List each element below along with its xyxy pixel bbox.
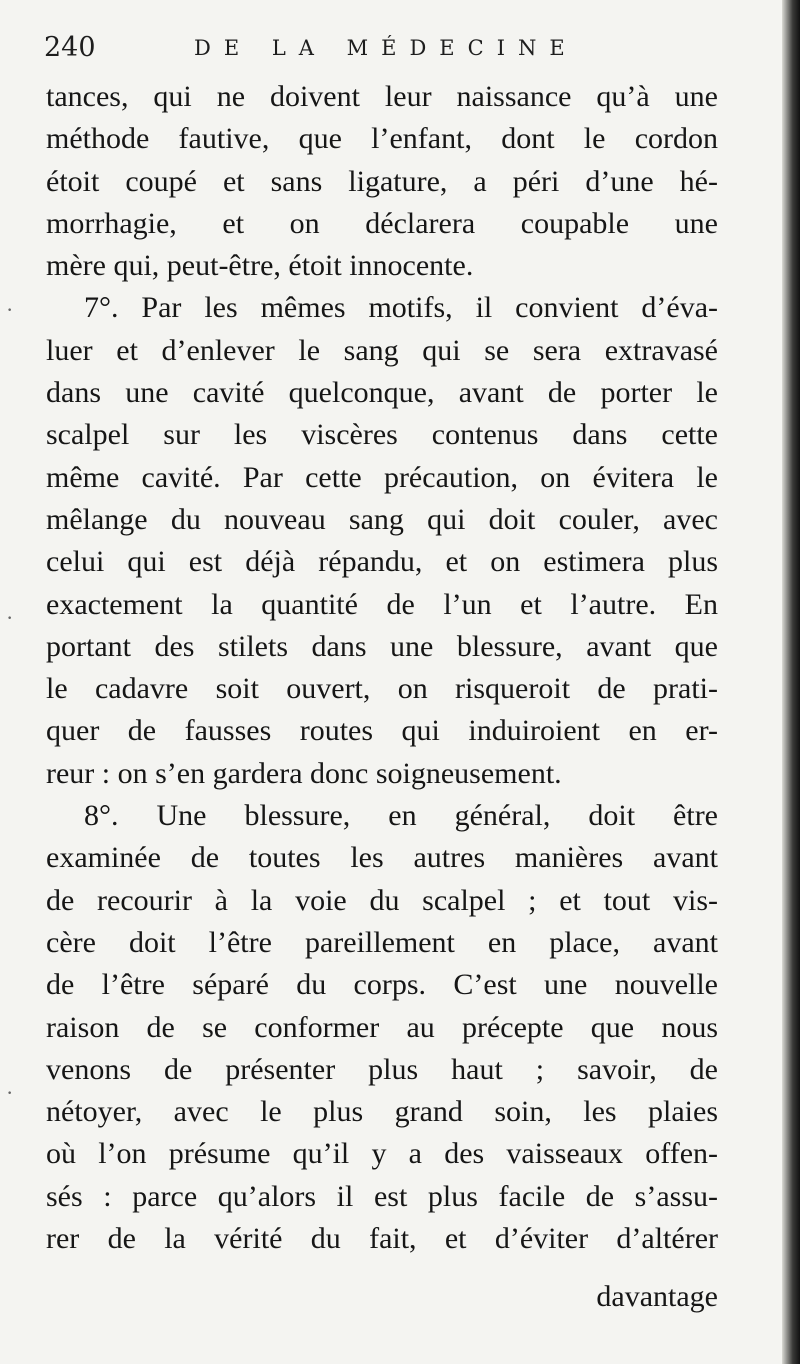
text-line: 7°. Par les mêmes motifs, il convient d’éva-	[84, 291, 718, 325]
catchword: davantage	[596, 1280, 718, 1313]
text-line: 8°. Une blessure, en général, doit être	[84, 799, 718, 833]
text-line: même cavité. Par cette précaution, on évitera le	[46, 460, 718, 494]
text-line: examinée de toutes les autres manières avant	[46, 841, 718, 875]
margin-mark: ·	[6, 297, 14, 322]
running-head	[44, 28, 754, 68]
text-line: luer et d’enlever le sang qui se sera extravasé	[46, 333, 718, 367]
text-line: mère qui, peut-être, étoit innocente.	[46, 249, 474, 283]
text-line: où l’on présume qu’il y a des vaisseaux offen-	[46, 1137, 718, 1171]
text-line: exactement la quantité de l’un et l’autre. En	[46, 587, 718, 621]
text-line: le cadavre soit ouvert, on risqueroit de prati-	[46, 672, 718, 706]
text-line: mêlange du nouveau sang qui doit couler, avec	[46, 502, 718, 536]
text-line: portant des stilets dans une blessure, avant que	[46, 629, 718, 663]
text-line: dans une cavité quelconque, avant de porter le	[46, 376, 718, 410]
body-text	[46, 76, 718, 1260]
margin-mark: ·	[6, 1080, 14, 1105]
margin-mark: ·	[6, 605, 14, 630]
page-gutter-shadow	[782, 0, 800, 1364]
page-number: 240	[44, 32, 96, 63]
text-line: nétoyer, avec le plus grand soin, les plaies	[46, 1095, 718, 1129]
text-line: cère doit l’être pareillement en place, avant	[46, 925, 718, 959]
text-line: de recourir à la voie du scalpel ; et tout vis-	[46, 883, 718, 917]
text-line: sés : parce qu’alors il est plus facile de s’assu-	[46, 1179, 718, 1213]
text-line: celui qui est déjà répandu, et on estimera plus	[46, 545, 718, 579]
text-line: scalpel sur les viscères contenus dans cette	[46, 418, 718, 452]
text-line: venons de présenter plus haut ; savoir, de	[46, 1052, 718, 1086]
text-line: méthode fautive, que l’enfant, dont le cordon	[46, 122, 718, 156]
text-line: de l’être séparé du corps. C’est une nouvelle	[46, 968, 718, 1002]
running-title: DE LA MÉDECINE	[194, 36, 578, 60]
text-line: rer de la vérité du fait, et d’éviter d’altérer	[46, 1222, 718, 1256]
text-line: reur : on s’en gardera donc soigneusement.	[46, 756, 562, 790]
text-line: tances, qui ne doivent leur naissance qu’à une	[46, 80, 718, 113]
text-line: quer de fausses routes qui induiroient en er-	[46, 714, 718, 748]
text-line: étoit coupé et sans ligature, a péri d’une hé-	[46, 164, 718, 198]
text-line: raison de se conformer au précepte que nous	[46, 1010, 718, 1044]
text-line: morrhagie, et on déclarera coupable une	[46, 206, 718, 240]
